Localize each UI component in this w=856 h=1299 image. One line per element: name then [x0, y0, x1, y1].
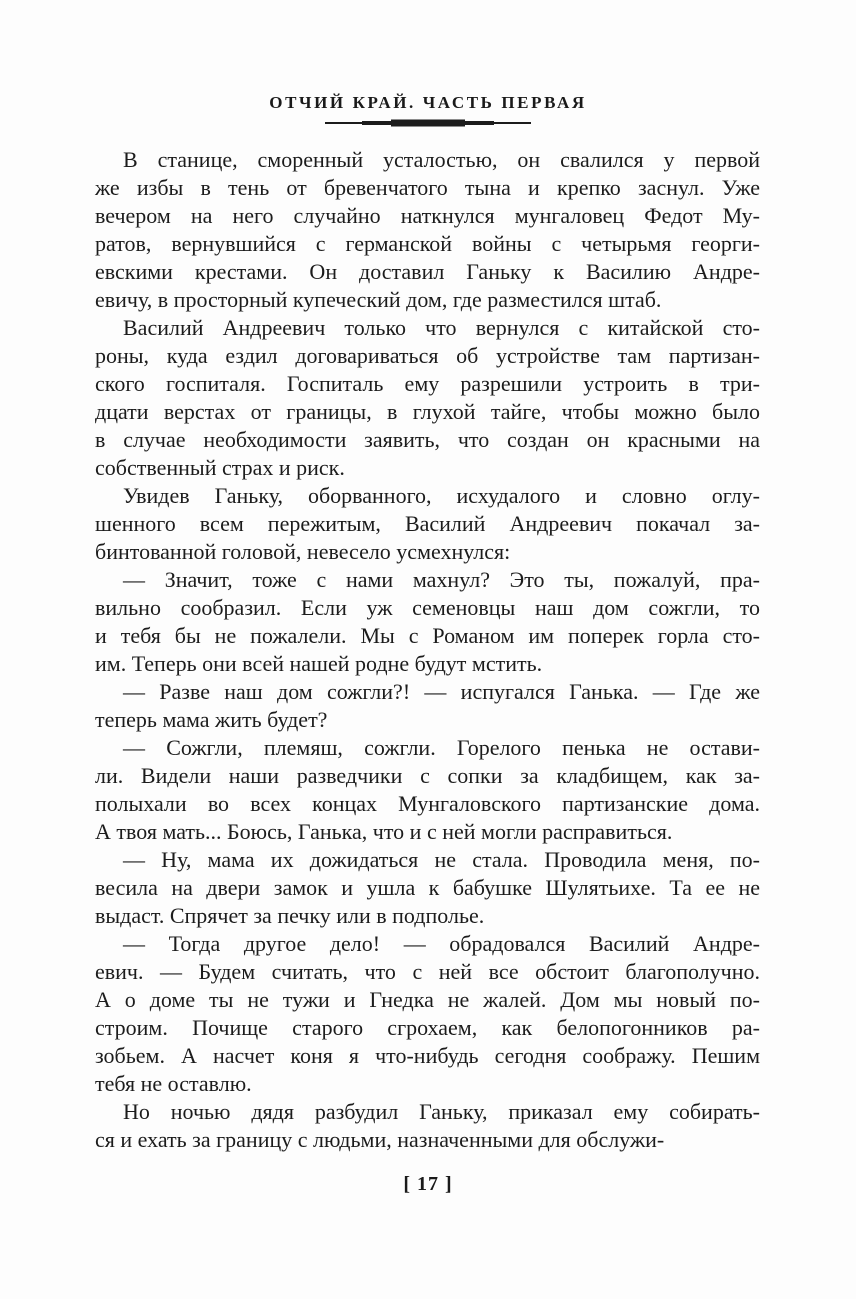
text-line: А о доме ты не тужи и Гнедка не жалей. Дом мы новый по-	[95, 987, 760, 1012]
text-line: — Ну, мама их дожидаться не стала. Проводила меня, по-	[123, 847, 760, 872]
text-line: роны, куда ездил договариваться об устройстве там партизан-	[95, 343, 760, 368]
text-line: в случае необходимости заявить, что создан он красными на	[95, 427, 760, 452]
text-line: строим. Почище старого сгрохаем, как белопогонников ра-	[95, 1015, 760, 1040]
text-line: собственный страх и риск.	[95, 455, 345, 480]
text-line: теперь мама жить будет?	[95, 707, 328, 732]
text-line: — Тогда другое дело! — обрадовался Василий Андре-	[123, 931, 760, 956]
tapered-rule-divider-ornament	[0, 118, 856, 127]
text-line: ся и ехать за границу с людьми, назначенными для обслужи-	[95, 1127, 665, 1152]
text-line: полыхали во всех концах Мунгаловского партизанские дома.	[95, 791, 760, 816]
text-line: вечером на него случайно наткнулся мунгаловец Федот Му-	[95, 203, 760, 228]
paragraph	[95, 734, 760, 846]
text-line: бинтованной головой, невесело усмехнулся:	[95, 539, 511, 564]
text-line: А твоя мать... Боюсь, Ганька, что и с ней могли расправиться.	[95, 819, 673, 844]
paragraph	[95, 314, 760, 482]
paragraph	[95, 566, 760, 678]
text-line: вильно сообразил. Если уж семеновцы наш дом сожгли, то	[95, 595, 760, 620]
paragraph	[95, 846, 760, 930]
running-head: ОТЧИЙ КРАЙ. ЧАСТЬ ПЕРВАЯ	[269, 93, 587, 112]
paragraph	[95, 482, 760, 566]
paragraph	[95, 678, 760, 734]
text-line: Увидев Ганьку, оборванного, исхудалого и словно оглу-	[123, 483, 760, 508]
text-line: весила на двери замок и ушла к бабушке Шулятьихе. Та ее не	[95, 875, 760, 900]
page-number: [ 17 ]	[403, 1173, 453, 1195]
text-line: Василий Андреевич только что вернулся с китайской сто-	[123, 315, 760, 340]
text-line: и тебя бы не пожалели. Мы с Романом им поперек горла сто-	[95, 623, 760, 648]
text-line: выдаст. Спрячет за печку или в подполье.	[95, 903, 485, 928]
text-line: шенного всем пережитым, Василий Андреевич покачал за-	[95, 511, 760, 536]
paragraph	[95, 930, 760, 1098]
text-line: евичу, в просторный купеческий дом, где разместился штаб.	[95, 287, 662, 312]
text-line: же избы в тень от бревенчатого тына и крепко заснул. Уже	[95, 175, 760, 200]
text-line: евскими крестами. Он доставил Ганьку к Василию Андре-	[95, 259, 760, 284]
text-line: тебя не оставлю.	[95, 1071, 252, 1096]
text-line: — Разве наш дом сожгли?! — испугался Ганька. — Где же	[123, 679, 760, 704]
paragraph	[95, 146, 760, 314]
text-line: ратов, вернувшийся с германской войны с четырьмя георги-	[95, 231, 760, 256]
text-line: — Сожгли, племяш, сожгли. Горелого пенька не остави-	[123, 735, 760, 760]
text-line: зобьем. А насчет коня я что-нибудь сегодня соображу. Пешим	[95, 1043, 760, 1068]
text-line: евич. — Будем считать, что с ней все обстоит благополучно.	[95, 959, 760, 984]
text-line: им. Теперь они всей нашей родне будут мстить.	[95, 651, 543, 676]
text-line: В станице, сморенный усталостью, он свалился у первой	[123, 147, 760, 172]
page-body	[95, 146, 760, 1154]
text-line: ли. Видели наши разведчики с сопки за кладбищем, как за-	[95, 763, 760, 788]
text-line: Но ночью дядя разбудил Ганьку, приказал ему собирать-	[123, 1099, 760, 1124]
divider-thick-rule	[391, 119, 465, 126]
paragraph	[95, 1098, 760, 1154]
text-line: ского госпиталя. Госпиталь ему разрешили устроить в три-	[95, 371, 760, 396]
text-line: дцати верстах от границы, в глухой тайге, чтобы можно было	[95, 399, 760, 424]
text-line: — Значит, тоже с нами махнул? Это ты, пожалуй, пра-	[123, 567, 760, 592]
